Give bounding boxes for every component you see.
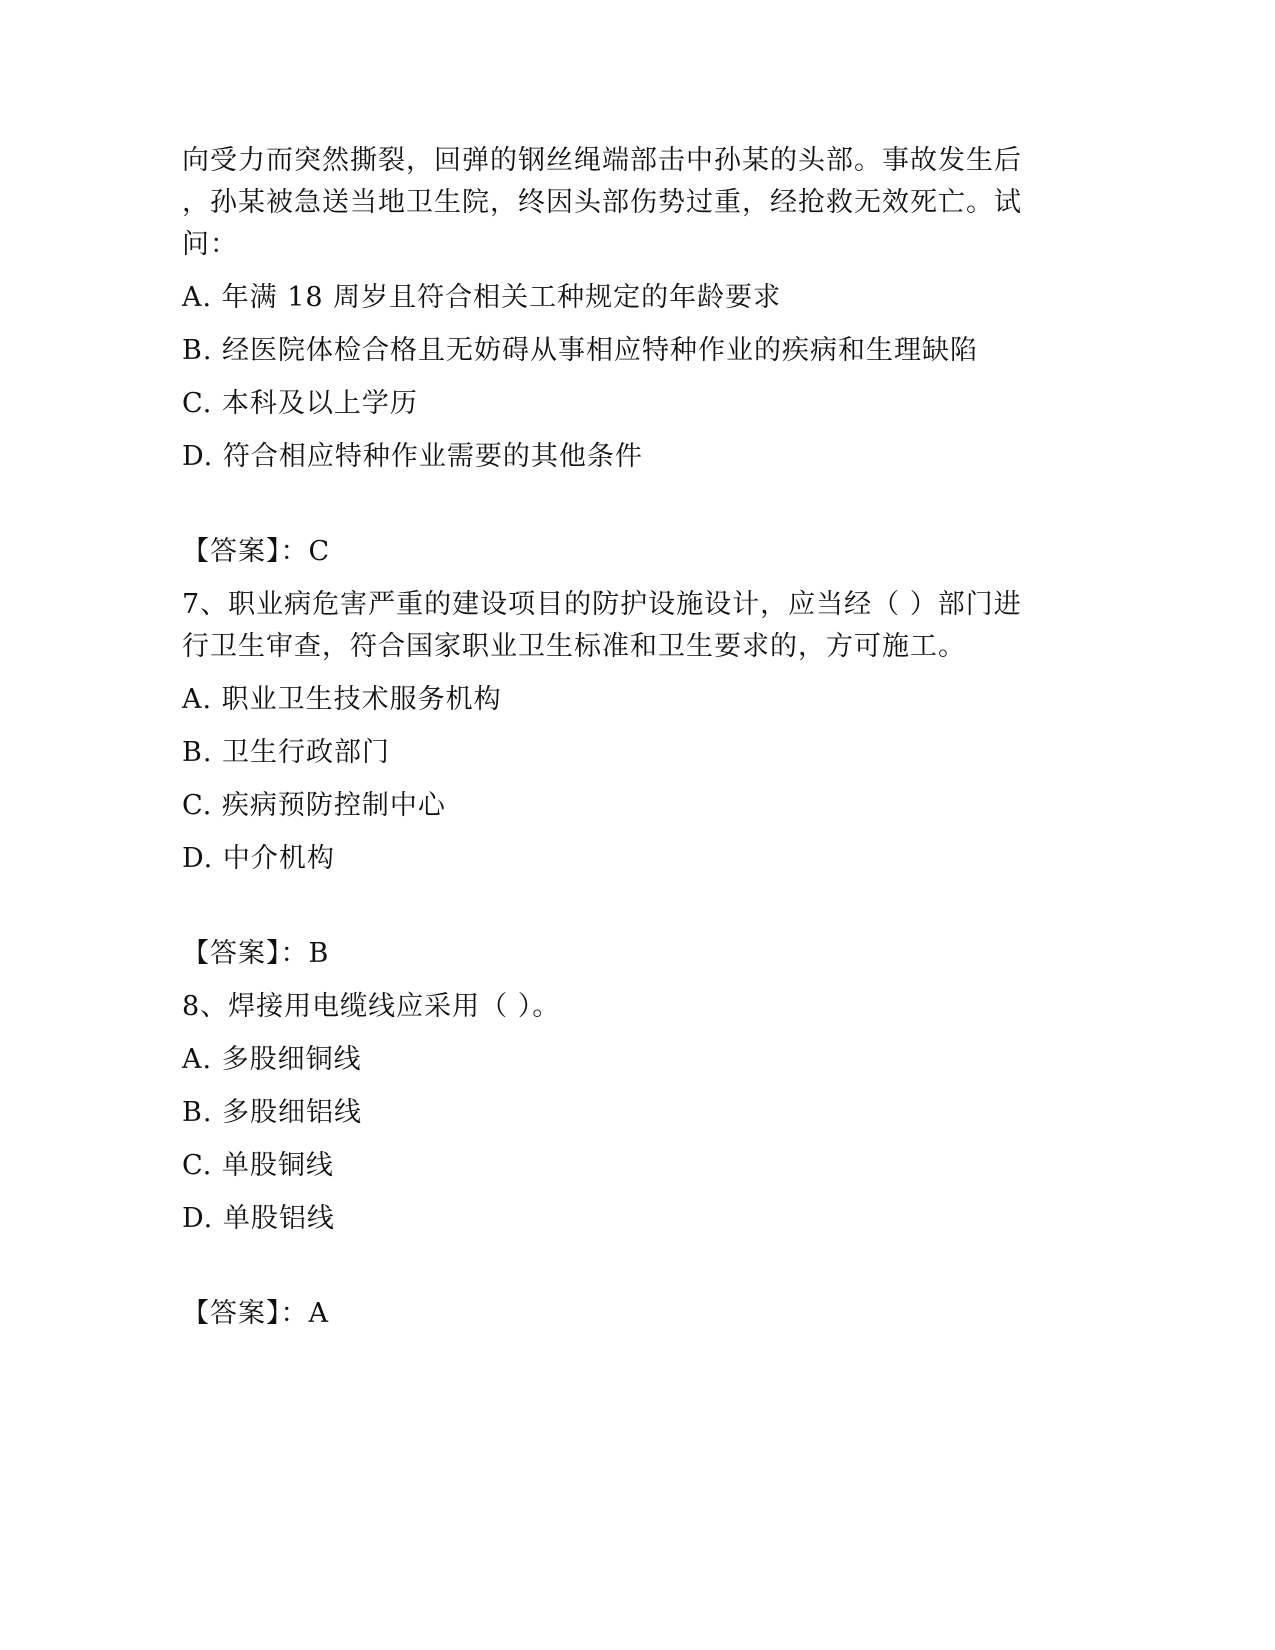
option-d: D. 单股铝线	[182, 1203, 335, 1234]
option-a: A. 职业卫生技术服务机构	[182, 684, 502, 715]
question-text-line: 7、职业病危害严重的建设项目的防护设施设计，应当经（ ）部门进	[182, 589, 1022, 620]
option-d: D. 符合相应特种作业需要的其他条件	[182, 441, 643, 472]
option-a: A. 多股细铜线	[182, 1044, 362, 1075]
question-text-line: 行卫生审查，符合国家职业卫生标准和卫生要求的，方可施工。	[182, 631, 966, 662]
question-text-line: 8、焊接用电缆线应采用（ ）。	[182, 991, 561, 1022]
option-b: B. 卫生行政部门	[182, 737, 391, 768]
option-c: C. 疾病预防控制中心	[182, 790, 446, 821]
option-d: D. 中介机构	[182, 843, 335, 874]
option-c: C. 单股铜线	[182, 1150, 334, 1181]
option-c: C. 本科及以上学历	[182, 388, 418, 419]
option-b: B. 多股细铝线	[182, 1097, 363, 1128]
answer-label: 【答案】：A	[182, 1298, 329, 1329]
question-text-line: ，孙某被急送当地卫生院，终因头部伤势过重，经抢救无效死亡。试	[182, 187, 1022, 218]
question-text-line: 问：	[182, 229, 238, 260]
answer-label: 【答案】：C	[182, 536, 331, 567]
answer-label: 【答案】：B	[182, 938, 330, 969]
option-b: B. 经医院体检合格且无妨碍从事相应特种作业的疾病和生理缺陷	[182, 335, 979, 366]
option-a: A. 年满 18 周岁且符合相关工种规定的年龄要求	[182, 282, 782, 313]
question-text-line: 向受力而突然撕裂，回弹的钢丝绳端部击中孙某的头部。事故发生后	[182, 145, 1022, 176]
